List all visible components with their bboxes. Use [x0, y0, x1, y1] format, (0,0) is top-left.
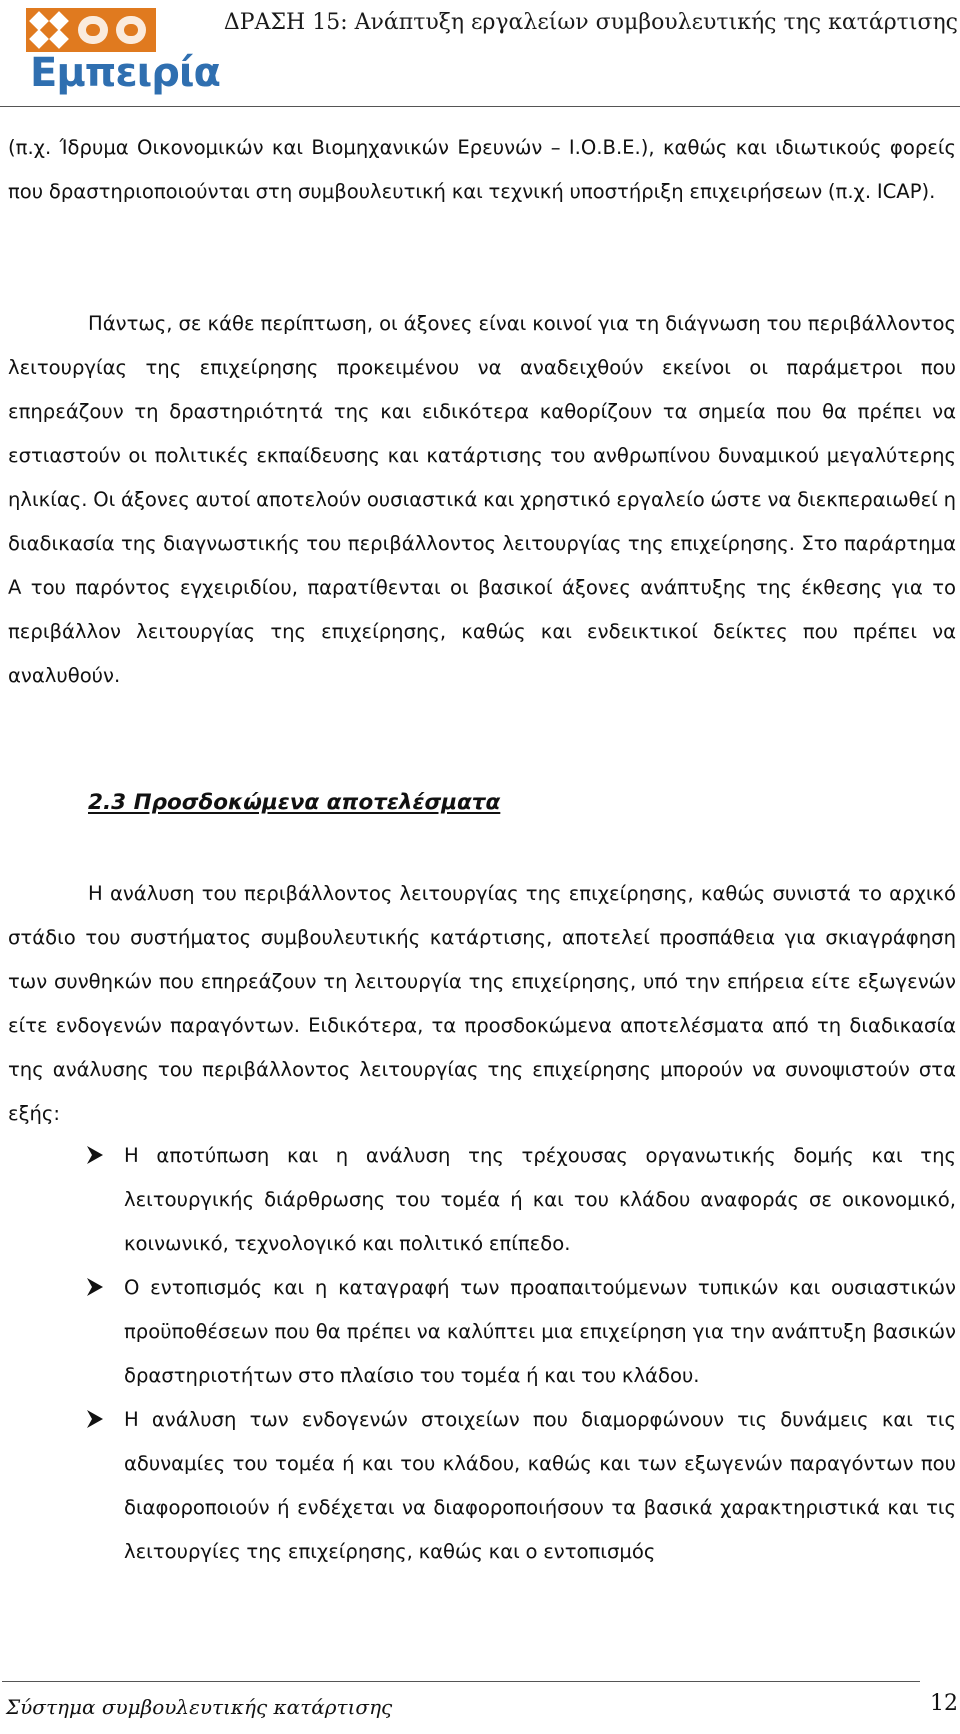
header-divider: [0, 106, 960, 107]
list-item: [0, 1134, 956, 1266]
page-number: 12: [930, 1691, 958, 1716]
expected-results-list: [0, 1134, 960, 1574]
empeiria-logo: [26, 8, 220, 96]
list-item-text: Η αποτύπωση και η ανάλυση της τρέχουσας οργανωτικής δομής και της λειτουργικής διάρθρωσης του τομέα ή και του κλάδου αναφοράς σε οικονομικό, κοινωνικό, τεχνολογικό και πολιτικό επίπεδο.: [124, 1144, 956, 1255]
arrow-bullet-icon: [84, 1276, 106, 1298]
paragraph-axes: Πάντως, σε κάθε περίπτωση, οι άξονες είναι κοινοί για τη διάγνωση του περιβάλλοντος λειτουργίας της επιχείρησης προκειμένου να αναδειχθούν εκείνοι οι παράμετροι που επηρεάζουν τη δραστηριότητά της και ειδικότερα καθορίζουν τα σημεία που θα πρέπει να εστιαστούν οι πολιτικές εκπαίδευσης και κατάρτισης του ανθρωπίνου δυναμικού μεγαλύτερης ηλικίας. Οι άξονες αυτοί αποτελούν ουσιαστικά και χρηστικό εργαλείο ώστε να διεκπεραιωθεί η διαδικασία της διαγνωστικής του περιβάλλοντος λειτουργίας της επιχείρησης. Στο παράρτημα Α του παρόντος εγχειριδίου, παρατίθενται οι βασικοί άξονες ανάπτυξης της έκθεσης για το περιβάλλον λειτουργίας της επιχείρησης, καθώς και ενδεικτικοί δείκτες που πρέπει να αναλυθούν.: [8, 312, 956, 687]
arrow-bullet-icon: [84, 1144, 106, 1166]
footer-divider: [2, 1681, 920, 1682]
list-item: [0, 1266, 956, 1398]
paragraph-analysis: Η ανάλυση του περιβάλλοντος λειτουργίας της επιχείρησης, καθώς συνιστά το αρχικό στάδιο του συστήματος συμβουλευτικής κατάρτισης, αποτελεί προσπάθεια για σκιαγράφηση των συνθηκών που επηρεάζουν τη λειτουργία της επιχείρησης, υπό την επήρεια είτε εξωγενών είτε ενδογενών παραγόντων. Ειδικότερα, τα προσδοκώμενα αποτελέσματα από τη διαδικασία της ανάλυσης του περιβάλλοντος λειτουργίας της επιχείρησης μπορούν να συνοψιστούν στα εξής:: [8, 882, 956, 1125]
list-item-text: Ο εντοπισμός και η καταγραφή των προαπαιτούμενων τυπικών και ουσιαστικών προϋποθέσεων που θα πρέπει να καλύπτει μια επιχείρηση για την ανάπτυξη βασικών δραστηριοτήτων στο πλαίσιο του τομέα ή και του κλάδου.: [124, 1276, 956, 1387]
list-item-text: Η ανάλυση των ενδογενών στοιχείων που διαμορφώνουν τις δυνάμεις και τις αδυναμίες του τομέα ή και του κλάδου, καθώς και των εξωγενών παραγόντων που διαφοροποιούν ή ενδέχεται να διαφοροποιήσουν τα βασικά χαρακτηριστικά και τις λειτουργίες της επιχείρησης, καθώς και ο εντοπισμός: [124, 1408, 956, 1563]
logo-text: Εμπειρία: [30, 50, 220, 96]
page-header: [0, 0, 960, 112]
header-title: ΔΡΑΣΗ 15: Ανάπτυξη εργαλείων συμβουλευτικής της κατάρτισης: [223, 10, 958, 35]
arrow-bullet-icon: [84, 1408, 106, 1430]
footer-title: Σύστημα συμβουλευτικής κατάρτισης: [6, 1695, 393, 1719]
paragraph-intro: (π.χ. Ίδρυμα Οικονομικών και Βιομηχανικών Ερευνών – Ι.Ο.Β.Ε.), καθώς και ιδιωτικούς φορείς που δραστηριοποιούνται στη συμβουλευτική και τεχνική υποστήριξη επιχειρήσεων (π.χ. ICAP).: [8, 136, 956, 203]
section-heading: 2.3 Προσδοκώμενα αποτελέσματα: [88, 790, 501, 815]
list-item: [0, 1398, 956, 1574]
logo-graphic: [26, 8, 156, 52]
